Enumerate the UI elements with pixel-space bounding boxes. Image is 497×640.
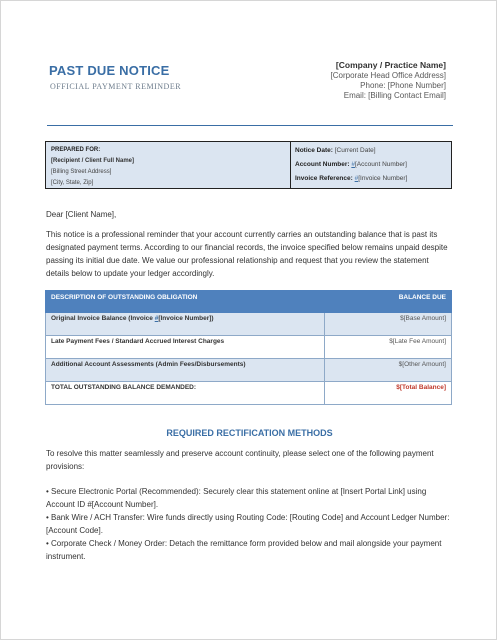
list-item: • Bank Wire / ACH Transfer: Wire funds directly using Routing Code: [Routing Code] and Account Ledger Number: [Account Code]. [46,512,450,535]
balance-table [45,290,452,405]
notice-date-line [295,144,447,158]
greeting: Dear [Client Name], [46,210,117,219]
total-row [46,382,452,405]
table-row [46,359,452,382]
invoice-reference-value: [Invoice Number] [358,175,408,182]
table-header-row [46,291,452,313]
methods-intro: To resolve this matter seamlessly and preserve account continuity, please select one of the following payment provisions: [46,449,434,471]
row1-ref: [Invoice Number]) [158,315,214,322]
company-phone: Phone: [Phone Number] [360,81,446,90]
table-row [46,336,452,359]
invoice-reference-label: Invoice Reference: [295,175,353,182]
account-number-label: Account Number: [295,161,350,168]
prepared-for-heading: PREPARED FOR: [51,147,101,153]
row-amount: $[Other Amount] [325,359,452,382]
list-item: • Corporate Check / Money Order: Detach the remittance form provided below and mail alongside your payment instrument. [46,538,442,561]
payment-methods-list [46,486,454,563]
invoice-reference-line [295,172,447,186]
row-description [46,313,325,336]
header-divider [47,125,453,126]
prepared-for-panel [46,142,291,188]
notice-date-value: [Current Date] [334,147,376,154]
notice-date-label: Notice Date: [295,147,333,154]
row1-desc: Original Invoice Balance (Invoice [51,315,155,322]
description-column-header: DESCRIPTION OF OUTSTANDING OBLIGATION [46,291,325,313]
company-block [331,60,446,101]
notice-title: PAST DUE NOTICE [49,63,170,78]
body-paragraph: This notice is a professional reminder that your account currently carries an outstanding balance that is past its designated payment terms. According to our financial records, the invoice specified below remains unpaid despite passing its initial due date. We value our professional relationship and request that you review the statement details below to update your ledger accordingly. [46,230,448,278]
account-number-value: [Account Number] [354,161,407,168]
account-hash: # [351,161,355,168]
recipient-info-box [45,141,452,189]
list-item: • Secure Electronic Portal (Recommended): Securely clear this statement online at [Insert Portal Link] using Account ID #[Account Number]. [46,487,427,509]
row-description: Additional Account Assessments (Admin Fees/Disbursements) [46,359,325,382]
total-amount: $[Total Balance] [325,382,452,405]
total-description: TOTAL OUTSTANDING BALANCE DEMANDED: [46,382,325,405]
recipient-name: [Recipient / Client Full Name] [51,158,135,164]
recipient-street: [Billing Street Address] [51,169,112,175]
table-row [46,313,452,336]
balance-column-header: BALANCE DUE [325,291,452,313]
row-amount: $[Late Fee Amount] [325,336,452,359]
notice-details-panel [291,142,451,188]
company-address: [Corporate Head Office Address] [330,71,446,80]
row1-hash: # [154,315,159,322]
methods-heading: REQUIRED RECTIFICATION METHODS [166,428,333,438]
notice-subtitle: OFFICIAL PAYMENT REMINDER [50,82,182,91]
recipient-city: [City, State, Zip] [51,180,94,186]
account-number-line [295,158,447,172]
company-name: [Company / Practice Name] [335,60,446,70]
row-description: Late Payment Fees / Standard Accrued Interest Charges [46,336,325,359]
row-amount: $[Base Amount] [325,313,452,336]
invoice-hash: # [354,175,359,182]
company-email: Email: [Billing Contact Email] [343,91,446,100]
